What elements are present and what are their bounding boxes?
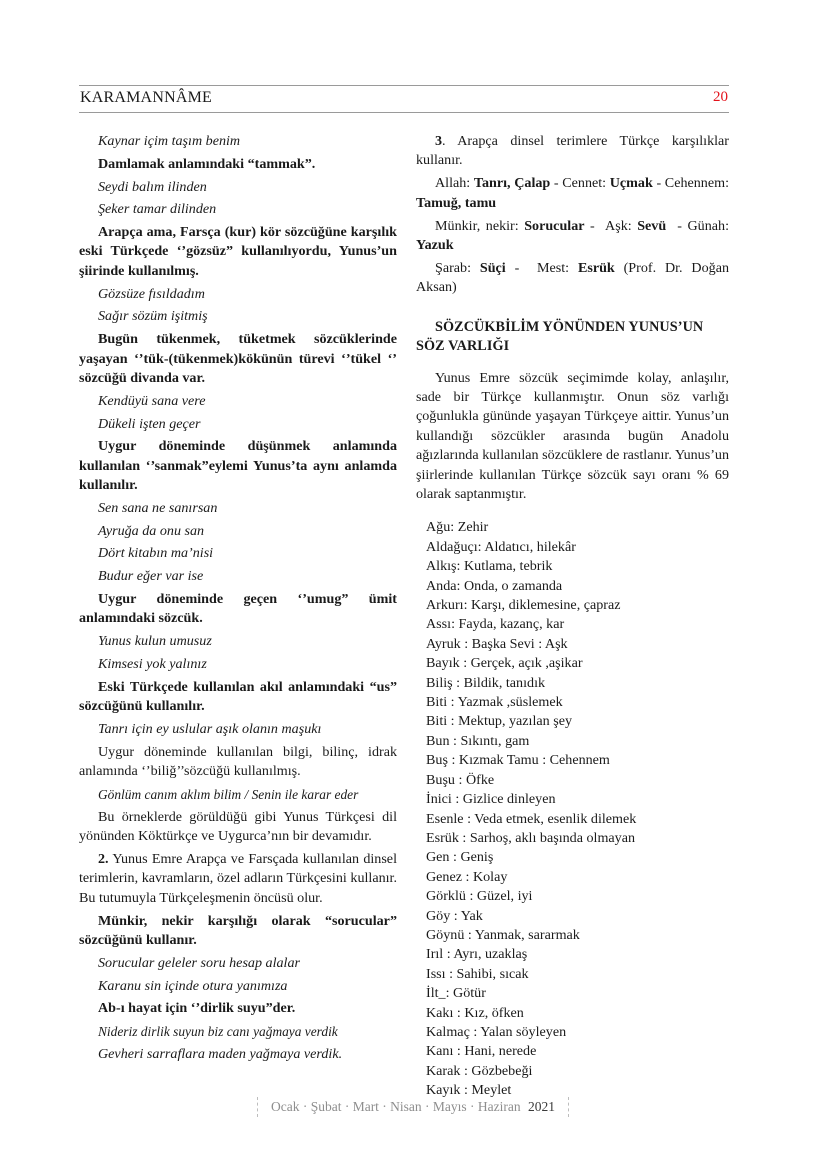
verse-line: Sağır sözüm işitmiş — [98, 308, 208, 325]
glossary-entry: Kakı : Kız, öfken — [426, 1004, 524, 1021]
verse-line: Gevheri sarraflara maden yağmaya verdik. — [98, 1045, 343, 1062]
glossary-entry: Görklü : Güzel, iyi — [426, 888, 533, 905]
turkish-equivalent: Tamuğ, tamu — [416, 194, 497, 211]
arabic-term: Allah: — [435, 175, 474, 192]
glossary-entry: Irıl : Ayrı, uzaklaş — [426, 946, 528, 963]
verse-line: Ayruğa da onu san — [98, 522, 205, 539]
glossary-list — [416, 518, 729, 1100]
glossary-entry: Esenle : Veda etmek, esenlik dilemek — [426, 810, 637, 827]
bold-paragraph: Eski Türkçede kullanılan akıl anlamındaki “us” sözcüğünü kullanılır. — [79, 678, 397, 714]
arabic-term: (Prof. Dr. Doğan Aksan) — [416, 259, 732, 296]
verse-line: Nideriz dirlik suyun biz canı yağmaya verdik — [98, 1024, 338, 1040]
glossary-entry: Anda: Onda, o zamanda — [426, 577, 563, 594]
bold-paragraph: Uygur döneminde düşünmek anlamında kullanılan ‘’sanmak”eylemi Yunus’ta aynı anlamda kullanılır. — [79, 438, 397, 494]
left-column — [79, 132, 397, 1068]
verse-line: Şeker tamar dilinden — [98, 201, 217, 218]
verse-line: Kendüyü sana vere — [98, 392, 206, 409]
arabic-term: - Cehennem: — [652, 175, 733, 192]
verse-line: Kimsesi yok yalınız — [98, 655, 207, 672]
intro-paragraph: Yunus Emre sözcük seçimimde kolay, anlaşılır, sade bir Türkçe kullanmıştır. Onun söz varlığı çoğunlukla gününde yaşayan Türkçeye aittir. Yunus’un kullandığı sözcükler arasında bugün Anadolu ağızlarında kullanılan sözcüklere de rastlanır. Yunus’un şiirlerinde kullanılan Türkçe sözcük sayı oranı % 69 olarak saptanmıştır. — [416, 369, 729, 502]
verse-line: Tanrı için ey uslular aşık olanın maşukı — [98, 720, 322, 737]
section-heading-line1: SÖZCÜKBİLİM YÖNÜNDEN YUNUS’UN — [435, 318, 704, 335]
running-header — [79, 85, 729, 113]
page-number: 20 — [713, 89, 728, 105]
arabic-term: Münkir, nekir: — [435, 217, 525, 234]
footer-months: Ocak · Şubat · Mart · Nisan · Mayıs · Haziran — [270, 1099, 521, 1114]
turkish-equivalent: Tanrı, Çalap — [473, 175, 551, 192]
turkish-equivalent: Sevü — [637, 217, 667, 234]
paragraph: Bu örneklerde görüldüğü gibi Yunus Türkçesi dil yönünden Köktürkçe ve Uygurca’nın bir devamıdır. — [79, 808, 397, 844]
paragraph: Uygur döneminde kullanılan bilgi, bilinç, idrak anlamında ‘’biliğ’’sözcüğü kullanılmış. — [79, 743, 397, 779]
glossary-entry: Bun : Sıkıntı, gam — [426, 732, 530, 749]
bold-paragraph: Bugün tükenmek, tüketmek sözcüklerinde yaşayan ‘’tük-(tükenmek)kökünün türevi ‘’tükel ‘’ sözcüğü divanda var. — [79, 331, 397, 386]
arabic-term: - Aşk: — [584, 217, 638, 234]
turkish-equivalent: Süçi — [479, 259, 506, 276]
glossary-entry: İlt_: Götür — [426, 985, 486, 1002]
glossary-entry: Biliş : Bildik, tanıdık — [426, 674, 546, 691]
journal-title: KARAMANNÂME — [80, 89, 212, 106]
glossary-entry: Göy : Yak — [426, 907, 483, 924]
paragraph-text: Yunus Emre Arapça ve Farsçada kullanılan dinsel terimlerin, kavramların, özel adların Türkçesini kullanır. Bu tutumuyla Türkçeleşmenin öncüsü olur. — [79, 850, 397, 906]
verse-line: Karanu sin içinde otura yanımıza — [98, 977, 288, 994]
glossary-entry: Issı : Sahibi, sıcak — [426, 965, 529, 982]
equivalents-line — [416, 174, 733, 213]
glossary-entry: Buş : Kızmak Tamu : Cehennem — [426, 752, 610, 769]
bold-paragraph: Arapça ama, Farsça (kur) kör sözcüğüne karşılık eski Türkçede ‘’gözsüz” kullanılıyordu, Yunus’un şiirinde kullanılmış. — [79, 224, 397, 279]
verse-line: Kaynar içim taşım benim — [98, 133, 241, 149]
turkish-equivalent: Esrük — [577, 259, 615, 276]
footer-year: 2021 — [528, 1099, 556, 1114]
turkish-equivalent: Yazuk — [416, 237, 454, 254]
glossary-entry: Assı: Fayda, kazanç, kar — [426, 616, 565, 633]
glossary-entry: Biti : Mektup, yazılan şey — [426, 713, 573, 730]
verse-line: Yunus kulun umusuz — [98, 633, 212, 650]
bold-paragraph: Ab-ı hayat için ‘’dirlik suyu”der. — [98, 1000, 296, 1017]
turkish-equivalent: Uçmak — [609, 175, 653, 192]
section-heading — [416, 318, 729, 357]
arabic-term: - Günah: — [666, 217, 733, 234]
verse-line: Dört kitabın ma’nisi — [98, 545, 214, 562]
glossary-entry: İnici : Gizlice dinleyen — [426, 791, 556, 808]
numbered-paragraph — [79, 850, 397, 908]
glossary-entry: Buşu : Öfke — [426, 771, 495, 788]
footer — [257, 1097, 569, 1117]
glossary-entry: Arkurı: Karşı, diklemesine, çapraz — [426, 597, 621, 614]
equivalents-list — [416, 174, 733, 297]
glossary-entry: Ayruk : Başka Sevi : Aşk — [426, 635, 568, 652]
bold-paragraph: Damlamak anlamındaki “tammak”. — [98, 155, 316, 172]
glossary-entry: Kanı : Hani, nerede — [426, 1043, 537, 1060]
verse-line: Sen sana ne sanırsan — [98, 499, 218, 516]
glossary-entry: Aldağuçı: Aldatıcı, hilekâr — [426, 538, 576, 555]
item-number: 2. — [98, 850, 109, 867]
glossary-entry: Karak : Gözbebeği — [426, 1062, 533, 1079]
section-heading-line2: SÖZ VARLIĞI — [416, 338, 510, 355]
equivalents-line — [416, 259, 732, 298]
glossary-entry: Biti : Yazmak ,süslemek — [426, 694, 563, 711]
glossary-entry: Gen : Geniş — [426, 849, 494, 866]
arabic-term: - Cennet: — [550, 175, 610, 192]
verse-line: Gönlüm canım aklım bilim / Senin ile karar eder — [98, 786, 359, 802]
glossary-entry: Kayık : Meylet — [426, 1082, 512, 1099]
verse-line: Sorucular geleler soru hesap alalar — [98, 954, 300, 971]
glossary-entry: Genez : Kolay — [426, 868, 508, 885]
arabic-term: Şarab: — [435, 259, 480, 276]
glossary-entry: Ağu: Zehir — [426, 519, 489, 536]
glossary-entry: Bayık : Gerçek, açık ,aşikar — [426, 655, 583, 672]
bold-paragraph: Münkir, nekir karşılığı olarak “sorucular” sözcüğünü kullanır. — [79, 912, 397, 948]
verse-line: Dükeli işten geçer — [98, 415, 201, 432]
item-3-paragraph — [416, 132, 729, 171]
verse-line: Budur eğer var ise — [98, 568, 204, 585]
item-number: 3 — [435, 133, 443, 149]
glossary-entry: Kalmaç : Yalan söyleyen — [426, 1023, 567, 1040]
glossary-entry: Göynü : Yanmak, sararmak — [426, 926, 580, 943]
glossary-entry: Esrük : Sarhoş, aklı başında olmayan — [426, 829, 636, 846]
right-column — [416, 132, 733, 1101]
verse-line: Seydi balım ilinden — [98, 178, 207, 195]
turkish-equivalent: Sorucular — [524, 217, 585, 234]
arabic-term: - Mest: — [505, 259, 578, 276]
bold-paragraph: Uygur döneminde geçen ‘’umug” ümit anlamındaki sözcük. — [79, 590, 397, 627]
item-3-text: . Arapça dinsel terimlere Türkçe karşılıklar kullanır. — [416, 133, 729, 169]
verse-line: Gözsüze fısıldadım — [98, 285, 205, 302]
equivalents-line — [416, 217, 733, 256]
glossary-entry: Alkış: Kutlama, tebrik — [426, 558, 553, 575]
